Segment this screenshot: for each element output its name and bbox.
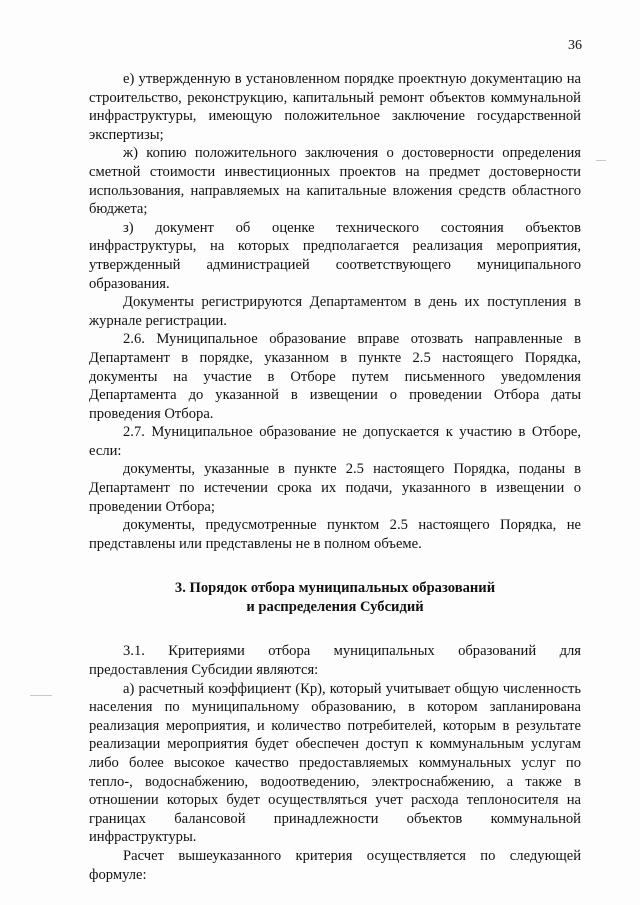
paragraph-late-submission: документы, указанные в пункте 2.5 настоящего Порядка, поданы в Департамент по истечении срока их подачи, указанного в извещении о проведении Отбора;	[89, 461, 581, 515]
paragraph-formula-intro: Расчет вышеуказанного критерия осуществляется по следующей формуле:	[89, 847, 581, 883]
paragraph-2-6-withdrawal: 2.6. Муниципальное образование вправе отозвать направленные в Департамент в порядке, указанном в пункте 2.5 настоящего Порядка, документы на участие в Отборе путем письменного уведомления Департамента до указанной в извещении о проведении Отбора даты проведения Отбора.	[89, 331, 581, 422]
paragraph-z-technical-condition: з) документ об оценке технического состояния объектов инфраструктуры, на которых предполагается реализация мероприятия, утвержденный администрацией соответствующего муниципального образования.	[89, 219, 581, 292]
paragraph-a-coefficient: а) расчетный коэффициент (Кр), который учитывает общую численность населения по муниципальному образованию, в котором запланирована реализация мероприятия, и количество потребителей, которым в результате реализации мероприятия будет обеспечен доступ к коммунальным услугам либо более высокое качество предоставляемых коммунальных услуг по тепло-, водоснабжению, водоотведению, электроснабжению, а также в отношении которых будет осуществляться учет расхода теплоносителя на границах балансовой принадлежности объектов коммунальной инфраструктуры.	[89, 680, 581, 846]
paragraph-zh-cost-estimate-conclusion: ж) копию положительного заключения о достоверности определения сметной стоимости инвестиционных проектов на предмет достоверности использования, направляемых на капитальные вложения средств областного бюджета;	[89, 145, 581, 218]
document-body	[89, 70, 581, 884]
page-number: 36	[568, 38, 582, 53]
paragraph-incomplete-documents: документы, предусмотренные пунктом 2.5 настоящего Порядка, не представлены или представлены не в полном объеме.	[89, 517, 581, 552]
section-heading-line-2: и распределения Субсидий	[246, 599, 424, 616]
scan-artifact-right	[596, 160, 606, 161]
paragraph-2-7-not-admitted: 2.7. Муниципальное образование не допускается к участию в Отборе, если:	[89, 424, 581, 459]
paragraph-e-project-documentation: е) утвержденную в установленном порядке проектную документацию на строительство, реконструкцию, капитальный ремонт объектов коммунальной инфраструктуры, имеющую положительное заключение государственной экспертизы;	[89, 71, 581, 143]
section-heading	[89, 579, 581, 617]
paragraph-3-1-criteria: 3.1. Критериями отбора муниципальных образований для предоставления Субсидии являются:	[89, 643, 581, 679]
section-heading-line-1: 3. Порядок отбора муниципальных образований	[174, 580, 496, 597]
paragraph-registration: Документы регистрируются Департаментом в день их поступления в журнале регистрации.	[89, 294, 581, 329]
scan-artifact-left	[30, 695, 52, 696]
